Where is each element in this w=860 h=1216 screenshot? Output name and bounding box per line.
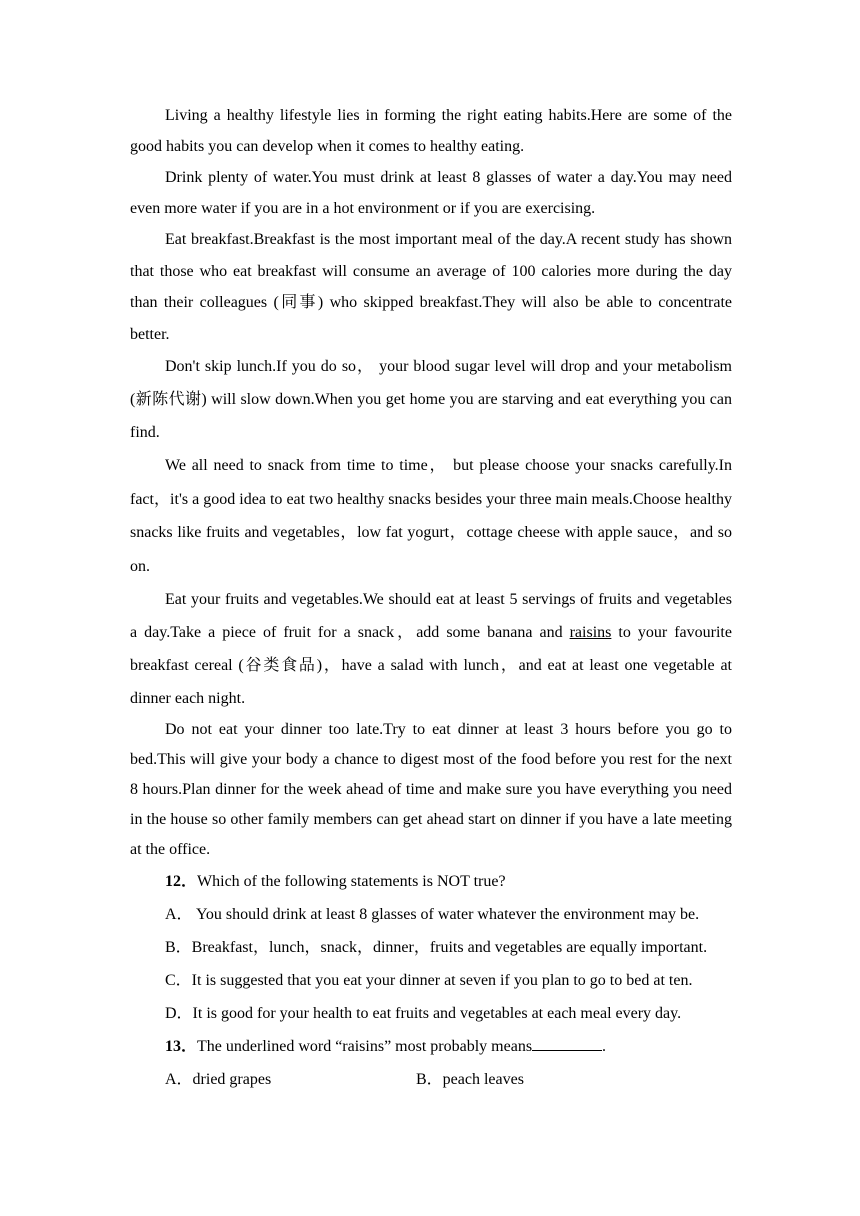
question-13 (130, 1030, 732, 1063)
underlined-word-raisins: raisins (569, 624, 612, 641)
question-12-option-c[interactable]: C．It is suggested that you eat your dinner at seven if you plan to go to bed at ten. (165, 972, 693, 989)
passage-paragraph-7: Do not eat your dinner too late.Try to eat dinner at least 3 hours before you go to bed.This will give your body a chance to digest most of the food before you rest for the next 8 hours.Plan dinner for the week ahead of time and make sure you have everything you need in the house so other family members can get ahead start on dinner if you have a late meeting at the office. (130, 721, 732, 858)
question-12-option-d[interactable]: D．It is good for your health to eat fruits and vegetables at each meal every day. (165, 1005, 682, 1022)
passage-paragraph-6 (130, 583, 732, 715)
question-12-option-a[interactable]: A． You should drink at least 8 glasses of water whatever the environment may be. (165, 906, 700, 923)
passage-paragraph-4: Don't skip lunch.If you do so， your blood sugar level will drop and your metabolism (新陈代谢) will slow down.When you get home you are starving and eat everything you can find. (130, 358, 732, 441)
question-13-stem: The underlined word “raisins” most probably means (197, 1038, 533, 1055)
document-page (130, 100, 732, 1096)
paragraph-6-text-after: to your favourite breakfast cereal (谷类食品)，have a salad with lunch，and eat at least one vegetable at dinner each night. (130, 624, 732, 707)
answer-blank[interactable] (532, 1036, 602, 1051)
passage-paragraph-2: Drink plenty of water.You must drink at least 8 glasses of water a day.You may need even more water if you are in a hot environment or if you are exercising. (130, 169, 732, 217)
question-12 (130, 865, 732, 898)
paragraph-6-text-before: Eat your fruits and vegetables.We should eat at least 5 servings of fruits and vegetables a day.Take a piece of fruit for a snack，add some banana and (130, 591, 732, 641)
passage-paragraph-5: We all need to snack from time to time， but please choose your snacks carefully.In fact，it's a good idea to eat two healthy snacks besides your three main meals.Choose healthy snacks like fruits and vegetables，low fat yogurt，cottage cheese with apple sauce，and so on. (130, 457, 732, 575)
question-13-end: . (602, 1038, 607, 1055)
passage-paragraph-1: Living a healthy lifestyle lies in forming the right eating habits.Here are some of the good habits you can develop when it comes to healthy eating. (130, 107, 732, 155)
question-13-number: 13． (165, 1038, 198, 1055)
question-12-option-b[interactable]: B．Breakfast，lunch，snack，dinner，fruits and vegetables are equally important. (165, 939, 708, 956)
question-13-option-a[interactable]: A．dried grapes (165, 1071, 272, 1088)
passage-paragraph-3: Eat breakfast.Breakfast is the most important meal of the day.A recent study has shown that those who eat breakfast will consume an average of 100 calories more during the day than their colleagues (同事) who skipped breakfast.They will also be able to concentrate better. (130, 231, 732, 343)
question-12-number: 12． (165, 873, 198, 890)
question-13-options (130, 1063, 732, 1096)
question-13-option-b[interactable]: B．peach leaves (416, 1071, 524, 1088)
question-12-stem: Which of the following statements is NOT true? (197, 873, 506, 890)
